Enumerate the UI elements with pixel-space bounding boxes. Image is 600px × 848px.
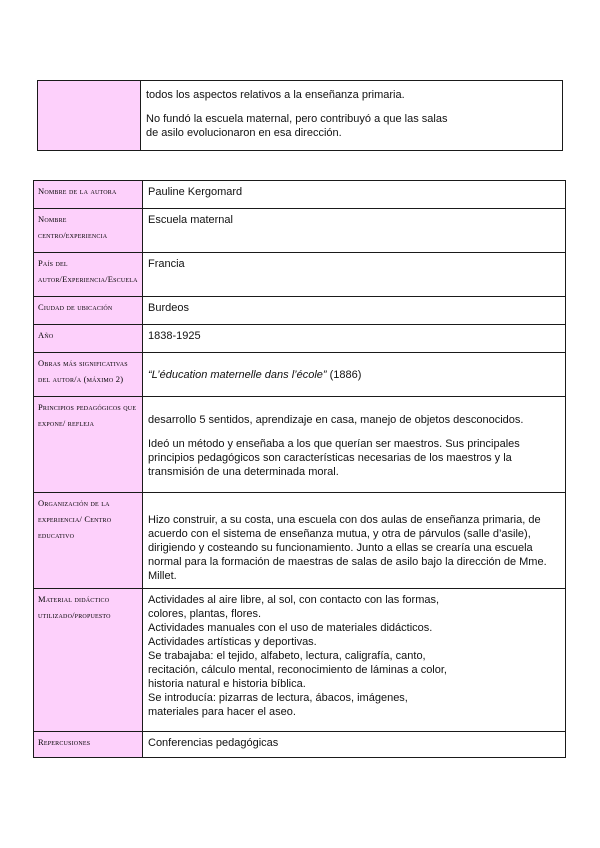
continuation-label-cell: [38, 81, 141, 151]
row-obras: [34, 353, 566, 397]
row-principios: [34, 397, 566, 493]
principios-paragraph-1: desarrollo 5 sentidos, aprendizaje en casa, manejo de objetos desconocidos.: [148, 414, 524, 426]
value-principios: [143, 397, 566, 493]
row-anio: [34, 325, 566, 353]
continuation-row: [38, 81, 563, 151]
continuation-table: [37, 80, 563, 151]
value-obras: [143, 353, 566, 397]
label-material: Material didáctico utilizado/propuesto: [34, 589, 143, 732]
row-organizacion: [34, 493, 566, 589]
label-repercusiones: Repercusiones: [34, 732, 143, 758]
value-organizacion: [143, 493, 566, 589]
value-pais: Francia: [143, 253, 566, 297]
continuation-paragraph-1: todos los aspectos relativos a la enseñanza primaria.: [146, 89, 405, 101]
label-ciudad: Ciudad de ubicación: [34, 297, 143, 325]
value-material: [143, 589, 566, 732]
organizacion-text: Hizo construir, a su costa, una escuela con dos aulas de enseñanza primaria, de acuerdo con el sistema de enseñanza mutua, y otra de párvulos (salle d’asile), dirigiendo y costeando su funcionamiento. Junto a ellas se crearía una escuela normal para la formación de maestras de salas de asilo bajo la dirección de Mme. Millet.: [148, 514, 547, 582]
obra-year: (1886): [326, 368, 362, 381]
label-autora: Nombre de la autora: [34, 181, 143, 209]
author-info-table: [33, 180, 566, 758]
label-pais: País del autor/Experiencia/Escuela: [34, 253, 143, 297]
row-material: [34, 589, 566, 732]
row-autora: [34, 181, 566, 209]
label-obras: Obras más significativas del autor/a (máximo 2): [34, 353, 143, 397]
row-ciudad: [34, 297, 566, 325]
continuation-paragraph-2: No fundó la escuela maternal, pero contribuyó a que las salas de asilo evolucionaron en esa dirección.: [146, 113, 448, 139]
row-centro: [34, 209, 566, 253]
row-pais: [34, 253, 566, 297]
label-centro: Nombre centro/experiencia: [34, 209, 143, 253]
principios-paragraph-2: Ideó un método y enseñaba a los que querían ser maestros. Sus principales principios pedagógicos son características necesarias de los maestros y la transmisión de una determinada moral.: [148, 438, 520, 478]
label-principios: Principios pedagógicos que expone/ refleja: [34, 397, 143, 493]
material-text: Actividades al aire libre, al sol, con contacto con las formas, colores, plantas, flores. Actividades manuales con el uso de materiales didácticos. Actividades artísticas y deportivas. Se trabajaba: el tejido, alfabeto, lectura, caligrafía, canto, recitación, cálculo mental, reconocimiento de láminas a color, historia natural e historia bíblica. Se introducía: pizarras de lectura, ábacos, imágenes, materiales para hacer el aseo.: [148, 594, 447, 718]
continuation-value-cell: [141, 81, 563, 151]
value-repercusiones: Conferencias pedagógicas: [143, 732, 566, 758]
value-ciudad: Burdeos: [143, 297, 566, 325]
value-centro: Escuela maternal: [143, 209, 566, 253]
label-anio: Año: [34, 325, 143, 353]
row-repercusiones: [34, 732, 566, 758]
label-organizacion: Organización de la experiencia/ Centro educativo: [34, 493, 143, 589]
obra-title: “L’éducation maternelle dans l’école”: [148, 368, 327, 381]
value-autora: Pauline Kergomard: [143, 181, 566, 209]
value-anio: 1838-1925: [143, 325, 566, 353]
